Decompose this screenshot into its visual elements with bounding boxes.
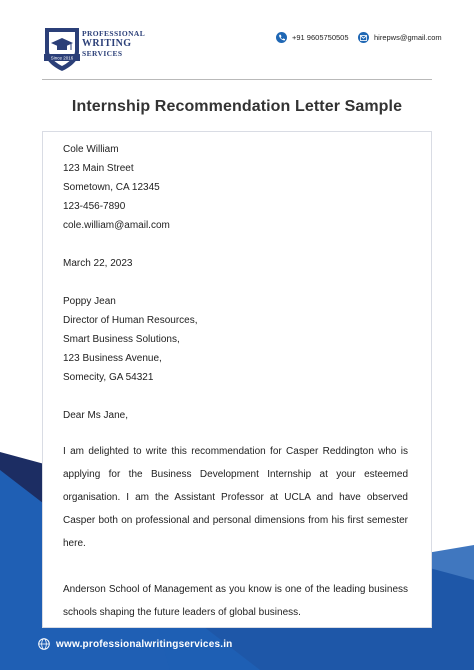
phone-number: +91 9605750505 (292, 33, 349, 42)
recipient-name: Poppy Jean (63, 296, 116, 307)
letter-date: March 22, 2023 (63, 258, 133, 269)
recipient-city: Somecity, GA 54321 (63, 372, 154, 383)
brand-line-2: WRITING (82, 38, 132, 49)
salutation: Dear Ms Jane, (63, 410, 129, 421)
phone-icon (276, 32, 287, 43)
paragraph-1: I am delighted to write this recommendation for Casper Reddington who is applying for the Business Development Internship at your esteemed organisation. I am the Assistant Professor at UCLA and have observed Casper both on professional and personal dimensions from his first semester here. (63, 446, 408, 549)
letterhead (0, 0, 474, 82)
brand-logo (42, 24, 152, 76)
recipient-company: Smart Business Solutions, (63, 334, 180, 345)
email-address: hirepws@gmail.com (374, 33, 442, 42)
page-title: Internship Recommendation Letter Sample (71, 98, 403, 115)
mail-icon (358, 32, 369, 43)
header-divider (42, 79, 432, 80)
sender-city: Sometown, CA 12345 (63, 182, 160, 193)
badge-text: Since 2016 (50, 55, 74, 61)
shield-icon (42, 24, 82, 74)
recipient-title: Director of Human Resources, (63, 315, 198, 326)
contact-email (358, 32, 442, 43)
sender-email: cole.william@amail.com (63, 220, 170, 231)
globe-icon (38, 638, 50, 650)
brand-line-1: PROFESSIONAL (82, 29, 146, 38)
brand-name (82, 29, 152, 58)
brand-line-3: SERVICES (82, 49, 123, 58)
recipient-street: 123 Business Avenue, (63, 353, 162, 364)
paragraph-2: Anderson School of Management as you know is one of the leading business schools shaping the future leaders of global business. (63, 584, 408, 618)
sender-name: Cole William (63, 144, 119, 155)
website-link[interactable]: www.professionalwritingservices.in (56, 638, 233, 650)
contact-phone (276, 32, 349, 43)
sender-phone: 123-456-7890 (63, 201, 126, 212)
footer (38, 638, 232, 650)
letter-body (63, 140, 408, 624)
sender-street: 123 Main Street (63, 163, 134, 174)
